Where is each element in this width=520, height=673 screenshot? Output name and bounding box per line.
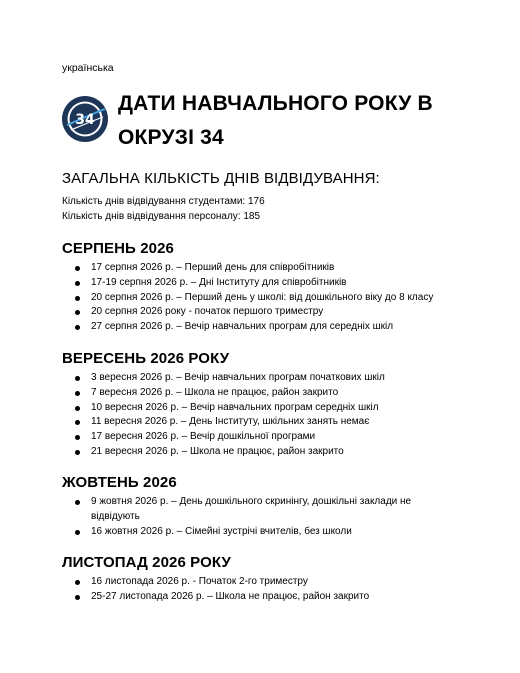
list-item: 3 вересня 2026 р. – Вечір навчальних програм початкових шкіл <box>62 371 446 386</box>
bullet-icon <box>75 266 80 271</box>
list-item: 7 вересня 2026 р. – Школа не працює, район закрито <box>62 386 446 401</box>
section-august <box>62 239 462 335</box>
event-list <box>62 371 462 460</box>
student-days: Кількість днів відвідування студентами: 176 <box>62 196 265 207</box>
bullet-icon <box>75 376 80 381</box>
bullet-icon <box>75 530 80 535</box>
list-item: 10 вересня 2026 р. – Вечір навчальних програм середніх шкіл <box>62 401 446 416</box>
list-item: 17 вересня 2026 р. – Вечір дошкільної програми <box>62 430 446 445</box>
section-heading: ВЕРЕСЕНЬ 2026 РОКУ <box>62 350 230 367</box>
list-item: 9 жовтня 2026 р. – День дошкільного скринінгу, дошкільні заклади не відвідують <box>62 495 446 525</box>
list-item: 25-27 листопада 2026 р. – Школа не працює, район закрито <box>62 590 446 605</box>
bullet-icon <box>75 296 80 301</box>
section-october <box>62 473 462 539</box>
logo-number: 34 <box>75 112 95 128</box>
bullet-icon <box>75 500 80 505</box>
bullet-icon <box>75 420 80 425</box>
bullet-icon <box>75 580 80 585</box>
bullet-icon <box>75 325 80 330</box>
section-heading: СЕРПЕНЬ 2026 <box>62 240 174 257</box>
list-item: 21 вересня 2026 р. – Школа не працює, район закрито <box>62 445 446 460</box>
list-item: 20 серпня 2026 р. – Перший день у школі: від дошкільного віку до 8 класу <box>62 291 446 306</box>
bullet-icon <box>75 310 80 315</box>
list-item: 16 листопада 2026 р. - Початок 2-го триместру <box>62 575 446 590</box>
title-line-2: ОКРУЗІ 34 <box>118 126 224 149</box>
list-item: 27 серпня 2026 р. – Вечір навчальних програм для середніх шкіл <box>62 320 446 335</box>
list-item: 17 серпня 2026 р. – Перший день для співробітників <box>62 261 446 276</box>
attendance-stats <box>62 194 265 224</box>
bullet-icon <box>75 281 80 286</box>
section-november <box>62 553 462 605</box>
event-list <box>62 261 462 335</box>
event-list <box>62 575 462 605</box>
event-list <box>62 495 462 539</box>
bullet-icon <box>75 406 80 411</box>
section-heading: ЖОВТЕНЬ 2026 <box>62 474 177 491</box>
bullet-icon <box>75 450 80 455</box>
staff-days: Кількість днів відвідування персоналу: 185 <box>62 211 261 222</box>
bullet-icon <box>75 435 80 440</box>
title-line-1: ДАТИ НАВЧАЛЬНОГО РОКУ В <box>118 92 433 115</box>
bullet-icon <box>75 595 80 600</box>
page-title <box>118 87 458 155</box>
attendance-subtitle: ЗАГАЛЬНА КІЛЬКІСТЬ ДНІВ ВІДВІДУВАННЯ: <box>62 170 380 187</box>
list-item: 11 вересня 2026 р. – День Інституту, шкільних занять немає <box>62 415 446 430</box>
list-item: 20 серпня 2026 року - початок першого триместру <box>62 305 446 320</box>
section-heading: ЛИСТОПАД 2026 РОКУ <box>62 554 231 571</box>
section-september <box>62 349 462 460</box>
list-item: 17-19 серпня 2026 р. – Дні Інституту для співробітників <box>62 276 446 291</box>
bullet-icon <box>75 391 80 396</box>
district-logo <box>61 95 109 143</box>
list-item: 16 жовтня 2026 р. – Сімейні зустрічі вчителів, без школи <box>62 525 446 540</box>
language-label: українська <box>62 62 114 74</box>
